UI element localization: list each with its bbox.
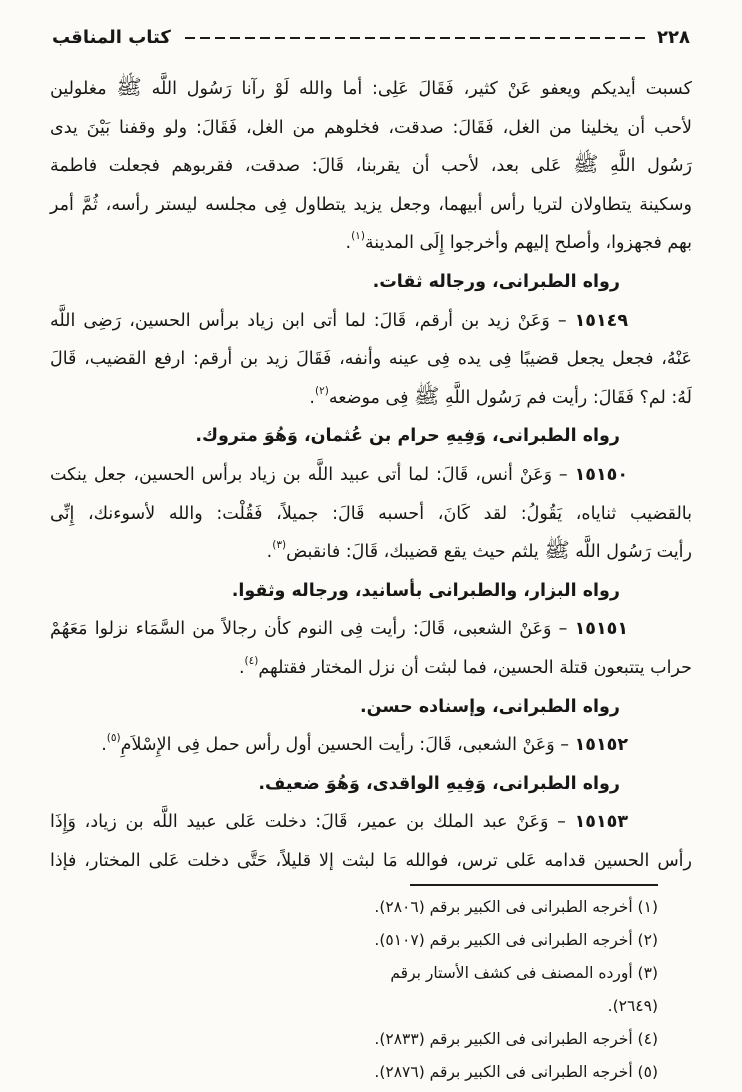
page-number: ٢٢٨ [657, 26, 690, 48]
salla-allahu-alayhi-wasallam-symbol: ﷺ [116, 75, 142, 99]
hadith-first-line: ١٥١٥١ – وَعَنْ الشعبى، قَالَ: رأيت فِى النوم كأن رجالاً من السَّمَاء نزلوا مَعَهُمْ [50, 619, 628, 640]
hadith-block [50, 610, 692, 687]
hadith-number: ١٥١٥٢ [574, 735, 628, 756]
hadith-first-line: ١٥١٥٢ – وَعَنْ الشعبى، قَالَ: رأيت الحسين أول رأس حمل فِى الإِسْلاَمِ$^{(٥)}$. [101, 732, 628, 756]
footnote-item: (٥) أخرجه الطبرانى فى الكبير برقم (٢٨٧٦). [374, 1063, 658, 1081]
salla-allahu-alayhi-wasallam-symbol: ﷺ [544, 538, 570, 563]
footnote-marker: (٥) [106, 732, 121, 745]
footnote-separator-rule [410, 884, 658, 886]
text-line: عَنْهُ، فجعل يجعل قضيبًا فِى يده فِى عينه وأنفه، فَقَالَ زيد بن أرقم: ارفع القضيب، قَالَ [50, 349, 692, 370]
hadith-block [50, 726, 692, 765]
footnote-marker: (٤) [244, 654, 259, 667]
text-line: بالقضيب ثناياه، يَقُولُ: لقد كَانَ، أحسبه قَالَ: جميلاً، فَقُلْت: والله لأسوءنك، إِنِّى [50, 503, 692, 524]
header-dashed-rule [183, 37, 645, 39]
hadith-block [50, 302, 692, 418]
page-content [0, 50, 742, 880]
hadith-first-line: ١٥١٥٠ – وَعَنْ أنس، قَالَ: لما أتى عبيد اللَّه بن زياد برأس الحسين، جعل ينكت [50, 464, 628, 485]
text-line: لأحب أن يخلينا من الغل، فَقَالَ: صدقت، فخلوهم من الغل، فَقَالَ: ولو وقفنا بَيْنَ يدى [50, 117, 692, 138]
hadith-number: ١٥١٥٣ [574, 812, 628, 833]
footnote-marker: (١) [351, 230, 365, 243]
text-line: بهم فجهزوا، وأصلح إليهم وأخرجوا إِلَى المدينة$^{(١)}$. [345, 230, 692, 254]
footnote-list [356, 891, 658, 1089]
text-line: كسبت أيديكم ويعفو عَنْ كثير، فَقَالَ عَلِى: أما والله لَوْ رآنا رَسُول اللَّه ﷺ مغلولين [50, 75, 692, 99]
grading-line: رواه البزار، والطبرانى بأسانيد، ورجاله وثقوا. [231, 580, 620, 601]
paragraph-block [50, 70, 692, 263]
tarjih-block [50, 572, 692, 611]
footnotes-section [356, 884, 658, 1089]
hadith-first-line: ١٥١٤٩ – وَعَنْ زيد بن أرقم، قَالَ: لما أتى ابن زياد برأس الحسين، رَضِى اللَّه [50, 310, 628, 331]
hadith-number: ١٥١٥٠ [574, 464, 628, 485]
hadith-first-line: ١٥١٥٣ – وَعَنْ عبد الملك بن عمير، قَالَ: دخلت عَلى عبيد اللَّه بن زياد، وَإِذَا [50, 812, 628, 833]
tarjih-block [50, 417, 692, 456]
hadith-number: ١٥١٥١ [574, 619, 628, 640]
text-line: رأس الحسين قدامه عَلى ترس، فوالله مَا لبثت إلا قليلاً، حَتَّى دخلت عَلى المختار، فإذا [50, 850, 692, 871]
grading-line: رواه الطبرانى، وإسناده حسن. [359, 696, 620, 717]
footnote-marker: (٣) [272, 539, 287, 552]
text-line: لَهُ: لم؟ فَقَالَ: رأيت فم رَسُول اللَّهِ ﷺ فِى موضعه$^{(٢)}$. [309, 383, 692, 408]
text-line: رأيت رَسُول اللَّه ﷺ يلثم حيث يقع قضيبك، قَالَ: فانقبض$^{(٣)}$. [266, 538, 692, 563]
tarjih-block [50, 688, 692, 727]
salla-allahu-alayhi-wasallam-symbol: ﷺ [573, 152, 599, 177]
footnote-item: (٣) أورده المصنف فى كشف الأستار برقم (٢٦٤٩). [390, 964, 658, 1015]
salla-allahu-alayhi-wasallam-symbol: ﷺ [414, 383, 440, 408]
hadith-block [50, 456, 692, 572]
footnote-item: (٤) أخرجه الطبرانى فى الكبير برقم (٢٨٣٣). [374, 1030, 658, 1048]
text-line: حراب يتتبعون قتلة الحسين، فما لبثت أن نزل المختار فقتلهم$^{(٤)}$. [238, 654, 692, 678]
grading-line: رواه الطبرانى، ورجاله ثقات. [372, 271, 620, 292]
grading-line: رواه الطبرانى، وَفِيهِ الواقدى، وَهُوَ ضعيف. [258, 773, 620, 794]
page-header [0, 0, 742, 50]
footnote-item: (٢) أخرجه الطبرانى فى الكبير برقم (٥١٠٧). [374, 931, 658, 949]
book-title: كتاب المناقب [52, 26, 171, 48]
footnote-marker: (٢) [314, 384, 329, 397]
tarjih-block [50, 263, 692, 302]
hadith-number: ١٥١٤٩ [574, 310, 628, 331]
tarjih-block [50, 765, 692, 804]
grading-line: رواه الطبرانى، وَفِيهِ حرام بن عُثمان، وَهُوَ متروك. [195, 426, 620, 447]
text-line: وسكينة يتطاولان لتريا رأس أبيهما، وجعل يزيد يتطاول فِى مجلسه ليستر رأسه، ثُمَّ أمر [50, 194, 692, 215]
hadith-block [50, 803, 692, 880]
text-line: رَسُول اللَّهِ ﷺ عَلى بعد، لأحب أن يقربنا، قَالَ: صدقت، فقربوهم فجعلت فاطمة [50, 152, 692, 177]
footnote-item: (١) أخرجه الطبرانى فى الكبير برقم (٢٨٠٦). [374, 898, 658, 916]
